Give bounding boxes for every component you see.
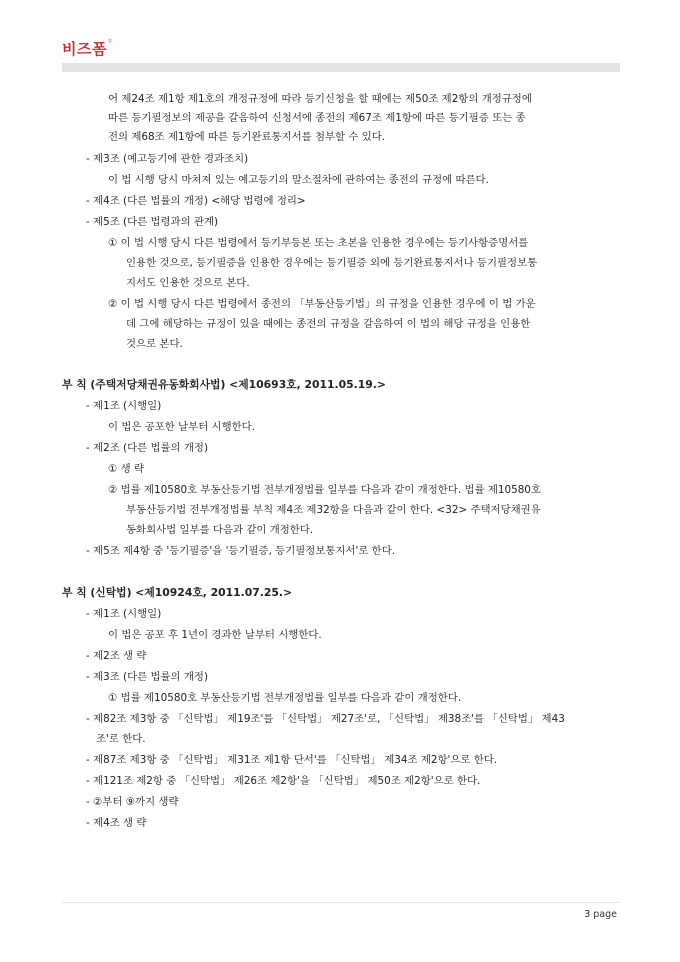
text-line: ② 이 법 시행 당시 다른 법령에서 종전의 「부동산등기법」의 규정을 인용한 경우에 이 법 가운 <box>108 298 536 310</box>
footer-divider <box>62 902 620 903</box>
article-heading: - 제4조 (다른 법률의 개정) <해당 법령에 정리> <box>86 195 306 207</box>
text-line: ② 법률 제10580호 부동산등기법 전부개정법률 일부를 다음과 같이 개정한다. 법률 제10580호 <box>108 484 541 496</box>
text-line: 따른 등기필정보의 제공을 갈음하여 신청서에 종전의 제67조 제1항에 따른 등기필증 또는 종 <box>108 112 526 124</box>
supplementary-heading: 부 칙 (주택저당채권유동화회사법) <제10693호, 2011.05.19.> <box>62 378 386 391</box>
header-bar <box>62 63 620 72</box>
text-line: 동화회사법 일부를 다음과 같이 개정한다. <box>126 524 314 536</box>
text-line: - 제82조 제3항 중 「신탁법」 제19조'를 「신탁법」 제27조'로, 「신탁법」 제38조'를 「신탁법」 제43 <box>86 713 565 725</box>
text-line: - 제5조 제4항 중 '등기필증'을 '등기필증, 등기필정보통지서'로 한다. <box>86 545 396 557</box>
text-line: 데 그에 해당하는 규정이 있을 때에는 종전의 규정을 갈음하여 이 법의 해당 규정을 인용한 <box>126 318 531 330</box>
text-line: ① 법률 제10580호 부동산등기법 전부개정법률 일부를 다음과 같이 개정한다. <box>108 692 462 704</box>
article-heading: - 제3조 (예고등기에 관한 경과조치) <box>86 153 249 165</box>
text-line: 전의 제68조 제1항에 따른 등기완료통지서를 첨부할 수 있다. <box>108 131 386 143</box>
text-line: 부동산등기법 전부개정법률 부칙 제4조 제32항을 다음과 같이 한다. <32> 주택저당채권유 <box>126 504 541 516</box>
article-heading: - 제1조 (시행일) <box>86 400 162 412</box>
article-heading: - 제2조 (다른 법률의 개정) <box>86 442 209 454</box>
article-heading: - 제3조 (다른 법률의 개정) <box>86 671 209 683</box>
bizforms-logo: 비즈폼® <box>62 38 114 58</box>
text-line: 이 법은 공포한 날부터 시행한다. <box>108 421 255 433</box>
text-line: ① 생 략 <box>108 463 144 475</box>
text-line: - 제4조 생 략 <box>86 817 147 829</box>
text-line: 이 법 시행 당시 마쳐져 있는 예고등기의 말소절차에 관하여는 종전의 규정에 따른다. <box>108 174 489 186</box>
article-heading: - 제2조 생 략 <box>86 650 147 662</box>
page-number: 3 page <box>584 909 617 920</box>
text-line: 것으로 본다. <box>126 338 183 350</box>
text-line: 어 제24조 제1항 제1호의 개정규정에 따라 등기신청을 할 때에는 제50조 제2항의 개정규정에 <box>108 93 532 105</box>
text-line: - ②부터 ⑨까지 생략 <box>86 796 179 808</box>
text-line: ① 이 법 시행 당시 다른 법령에서 등기부등본 또는 초본을 인용한 경우에는 등기사항증명서를 <box>108 237 529 249</box>
article-heading: - 제1조 (시행일) <box>86 608 162 620</box>
text-line: 지서도 인용한 것으로 본다. <box>126 277 250 289</box>
text-line: - 제87조 제3항 중 「신탁법」 제31조 제1항 단서'를 「신탁법」 제34조 제2항'으로 한다. <box>86 754 498 766</box>
supplementary-heading: 부 칙 (신탁법) <제10924호, 2011.07.25.> <box>62 586 293 599</box>
text-line: - 제121조 제2항 중 「신탁법」 제26조 제2항'을 「신탁법」 제50조 제2항'으로 한다. <box>86 775 481 787</box>
text-line: 인용한 것으로, 등기필증을 인용한 경우에는 등기필증 외에 등기완료통지서나 등기필정보통 <box>126 257 538 269</box>
text-line: 조'로 한다. <box>96 733 146 745</box>
article-heading: - 제5조 (다른 법령과의 관계) <box>86 216 219 228</box>
text-line: 이 법은 공포 후 1년이 경과한 날부터 시행한다. <box>108 629 322 641</box>
